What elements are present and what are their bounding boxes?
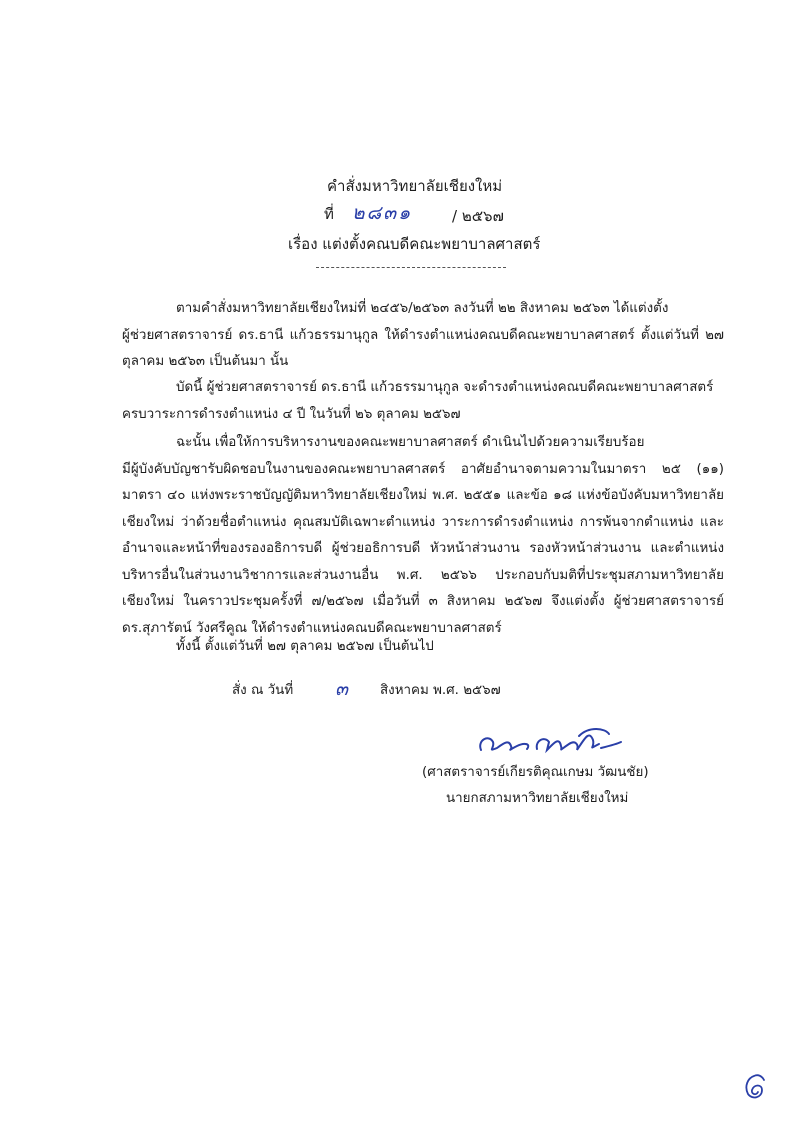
signatory-position: นายกสภามหาวิทยาลัยเชียงใหม่ bbox=[446, 791, 629, 806]
signature bbox=[475, 722, 625, 762]
order-title: คำสั่งมหาวิทยาลัยเชียงใหม่ bbox=[327, 177, 503, 195]
effective-date: ทั้งนี้ ตั้งแต่วันที่ ๒๗ ตุลาคม ๒๕๖๗ เป็นต้นไป bbox=[176, 639, 434, 654]
paragraph-3-rest: มีผู้บังคับบัญชารับผิดชอบในงานของคณะพยาบาลศาสตร์ อาศัยอำนาจตามความในมาตรา ๒๕ (๑๑) มาตรา ๔๐ แห่งพระราชบัญญัติมหาวิทยาลัยเชียงใหม่ พ.ศ. ๒๕๕๑ และข้อ ๑๘ แห่งข้อบังคับมหาวิทยาลัยเชียงใหม่ ว่าด้วยชื่อตำแหน่ง คุณสมบัติเฉพาะตำแหน่ง วาระการดำรงตำแหน่ง การพ้นจากตำแหน่ง และอำนาจและหน้าที่ของรองอธิการบดี ผู้ช่วยอธิการบดี หัวหน้าส่วนงาน รองหัวหน้าส่วนงาน และตำแหน่งบริหารอื่นในส่วนงานวิชาการและส่วนงานอื่น พ.ศ. ๒๕๖๖ ประกอบกับมติที่ประชุมสภามหาวิทยาลัยเชียงใหม่ ในคราวประชุมครั้งที่ ๗/๒๕๖๗ เมื่อวันที่ ๓ สิงหาคม ๒๕๖๗ จึงแต่งตั้ง ผู้ช่วยศาสตราจารย์ ดร.สุภารัตน์ วังศรีคูณ ให้ดำรงตำแหน่งคณบดีคณะพยาบาลศาสตร์ bbox=[122, 461, 724, 636]
order-date-month-year: สิงหาคม พ.ศ. ๒๕๖๗ bbox=[380, 683, 501, 698]
order-number-handwritten: ๒๘๓๑ bbox=[352, 202, 413, 224]
paragraph-1-first-line: ตามคำสั่งมหาวิทยาลัยเชียงใหม่ที่ ๒๔๕๖/๒๕๖๓ ลงวันที่ ๒๒ สิงหาคม ๒๕๖๓ ได้แต่งตั้ง bbox=[176, 301, 669, 316]
paragraph-3 bbox=[122, 430, 724, 642]
paragraph-2-rest: ครบวาระการดำรงตำแหน่ง ๔ ปี ในวันที่ ๒๖ ตุลาคม ๒๕๖๗ bbox=[122, 406, 461, 422]
paragraph-2-first-line: บัดนี้ ผู้ช่วยศาสตราจารย์ ดร.ธานี แก้วธรรมานุกูล จะดำรงตำแหน่งคณบดีคณะพยาบาลศาสตร์ bbox=[176, 380, 714, 395]
order-subject: เรื่อง แต่งตั้งคณบดีคณะพยาบาลศาสตร์ bbox=[288, 235, 541, 253]
paragraph-2 bbox=[122, 375, 724, 428]
header-divider bbox=[316, 267, 506, 268]
order-date-day-handwritten: ๓ bbox=[335, 678, 350, 700]
order-number-year: / ๒๕๖๗ bbox=[452, 207, 504, 225]
paragraph-1 bbox=[122, 296, 724, 376]
paragraph-3-first-line: ฉะนั้น เพื่อให้การบริหารงานของคณะพยาบาลศาสตร์ ดำเนินไปด้วยความเรียบร้อย bbox=[176, 435, 645, 450]
signatory-name: (ศาสตราจารย์เกียรติคุณเกษม วัฒนชัย) bbox=[422, 765, 649, 780]
order-number-prefix: ที่ bbox=[324, 205, 334, 223]
initial-mark bbox=[740, 1072, 770, 1102]
order-date-prefix: สั่ง ณ วันที่ bbox=[232, 683, 294, 698]
paragraph-1-rest: ผู้ช่วยศาสตราจารย์ ดร.ธานี แก้วธรรมานุกูล ให้ดำรงตำแหน่งคณบดีคณะพยาบาลศาสตร์ ตั้งแต่วันที่ ๒๗ ตุลาคม ๒๕๖๓ เป็นต้นมา นั้น bbox=[122, 327, 724, 369]
